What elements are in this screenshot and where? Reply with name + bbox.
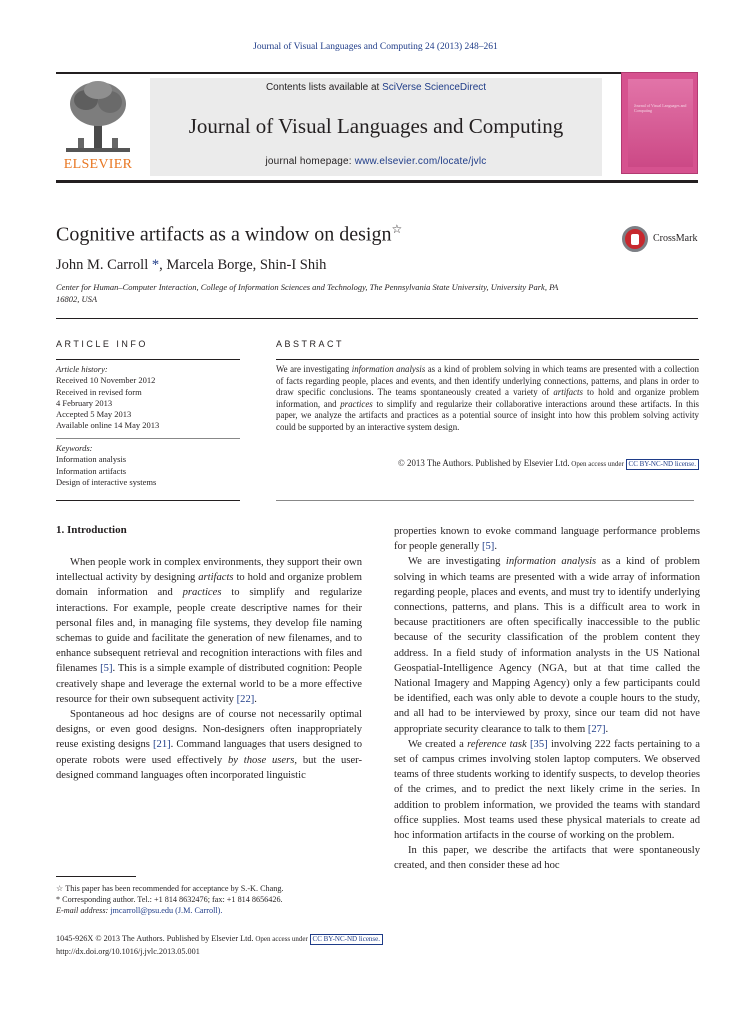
author-list (56, 257, 326, 274)
paragraph: When people work in complex environments, they support their own intellectual activity by designing artifacts to hold and organize problem domain information and practices to simplify and regularize interactions. For example, people create descriptive names for their personal files and, in managing file systems, they develop file naming schemas to guide and facilitate the generation of new filenames, and to enhance subsequent retrieval and recognition interactions with files and filenames [5]. This is a simple example of distributed cognition: People creatively shape and leverage the external world to be a more effective resource for their own subsequent activity [22]. (56, 557, 362, 705)
author-carroll: John M. Carroll (56, 257, 149, 273)
history-item: 4 February 2013 (56, 397, 113, 408)
paragraph: We created a reference task [35] involving 222 facts pertaining to a set of campus crimes involving stolen laptop computers. We observed teams of three students working to identify suspects, to develop theories of the crimes, and to predict the next likely crime in the series. In addition to problem information, we provided the teams with standard office supplies. Most teams used these physical materials to create ad hoc information artifacts in the course of working on the problem. (394, 738, 700, 842)
history-label: Article history: (56, 364, 108, 374)
article-info-bottom-rule (56, 500, 240, 501)
citation-link[interactable]: [27] (587, 723, 606, 735)
homepage-prefix: journal homepage: (265, 156, 355, 167)
keywords (56, 443, 240, 488)
paragraph: Spontaneous ad hoc designs are of course not necessarily optimal designs, or even good designs. Non-designers often inappropriately reuse existing designs [21]. Command languages that users designed to operate robots were used effectively by those users, but the user-designed command languages often incorporated linguistic (56, 709, 363, 781)
affiliation: Center for Human–Computer Interaction, College of Information Sciences and Technology, The Pennsylvania State University, University Park, PA 16802, USA (56, 282, 559, 304)
title-footnote-star-icon[interactable]: ☆ (391, 222, 403, 236)
history-item: Received in revised form (56, 386, 142, 397)
abstract-bottom-rule (276, 500, 694, 501)
section-heading-introduction: 1. Introduction (56, 524, 127, 536)
article-title (56, 222, 402, 247)
homepage-link[interactable]: www.elsevier.com/locate/jvlc (354, 156, 487, 167)
header-top-rule (56, 72, 698, 74)
issn-doi-block (56, 933, 476, 957)
keywords-label: Keywords: (56, 443, 93, 453)
other-authors: , Marcela Borge, Shin-I Shih (159, 257, 327, 273)
affiliation-rule (56, 318, 698, 319)
contents-line (150, 82, 602, 93)
keyword-item: Design of interactive systems (56, 476, 157, 487)
paragraph: We are investigating information analysis as a kind of problem solving in which teams are presented with a wide array of information regarding people, places and events, and must try to identify underlying connections, patterns, and plans. This is a difficult area to work in because practitioners are often specifically inaccessible to the public because of the security classification of the problem content they address. In a field study of information analysts in the US National Geospatial-Intelligence Agency (NGA, but at that time called the National Imagery and Mapping Agency) only a few participants could be identified, each was only able to devote a couple hours to the study, and all had to be interviewed by proxy, since our team did not have appropriate security clearance to talk to them [27]. (394, 556, 700, 735)
citation-link[interactable]: [35] (530, 738, 548, 750)
abstract-copyright (276, 458, 699, 470)
history-item: Received 10 November 2012 (56, 375, 156, 386)
keyword-item: Information artifacts (56, 465, 127, 476)
license-link[interactable]: CC BY-NC-ND license. (626, 459, 699, 470)
open-access-text: Open access under (569, 460, 626, 468)
left-column (56, 555, 362, 783)
right-column (394, 524, 700, 874)
contents-prefix: Contents lists available at (265, 82, 383, 93)
abstract-rule (276, 359, 699, 360)
article-title-text: Cognitive artifacts as a window on design (56, 223, 392, 246)
cover-title: Journal of Visual Languages and Computing (634, 103, 687, 113)
journal-reference[interactable]: Journal of Visual Languages and Computing 24 (2013) 248–261 (253, 42, 498, 52)
footnote-recommendation: ☆ This paper has been recommended for acceptance by S.-K. Chang. (56, 884, 284, 893)
history-item: Accepted 5 May 2013 (56, 409, 132, 420)
copyright-text: © 2013 The Authors. Published by Elsevier Ltd. (398, 458, 570, 468)
citation-link[interactable]: [5] (481, 541, 495, 553)
email-link[interactable]: jmcarroll@psu.edu (J.M. Carroll). (110, 906, 223, 916)
footnote-email: E-mail address: jmcarroll@psu.edu (J.M. Carroll). (56, 906, 223, 916)
article-info-rule (56, 359, 240, 360)
cover-inner (628, 79, 693, 167)
citation-link[interactable]: [5] (100, 663, 113, 675)
footnote-rule (56, 876, 136, 877)
abstract-body: We are investigating information analysis as a kind of problem solving in which teams are presented with a collection of facts regarding people, places and events, and then identify underlying connections, patterns, and plans in order to draw specific conclusions. The teams spontaneously created a variety of artifacts to hold and organize problem information, and practices to simplify and regularize their collaborative interactions around these artifacts. In this paper, we analyze the artifacts and practices as a potential source of insight into how this problem solving activity could be supported by an interactive system design. (276, 364, 699, 432)
history-item: Available online 14 May 2013 (56, 420, 160, 431)
header-bottom-rule (56, 180, 698, 183)
footnotes (56, 883, 362, 917)
journal-title: Journal of Visual Languages and Computing (188, 114, 564, 138)
crossmark-icon (622, 226, 648, 252)
journal-cover-thumbnail[interactable] (621, 72, 698, 174)
paragraph: properties known to evoke command language performance problems for people generally [5]. (394, 526, 700, 553)
article-info-heading: ARTICLE INFO (56, 339, 148, 349)
footnote-corresponding: * Corresponding author. Tel.: +1 814 8632476; fax: +1 814 8656426. (56, 895, 283, 905)
sciencedirect-link[interactable]: SciVerse ScienceDirect (382, 82, 487, 93)
license-link[interactable]: CC BY-NC-ND license. (310, 934, 383, 945)
abstract-heading: ABSTRACT (276, 339, 345, 349)
paragraph: In this paper, we describe the artifacts that were spontaneously created, and then consider these ad hoc (394, 845, 700, 872)
keywords-rule (56, 438, 240, 439)
citation-link[interactable]: [21] (153, 739, 171, 751)
keyword-item: Information analysis (56, 454, 127, 465)
corresponding-author-mark[interactable]: * (148, 257, 160, 273)
crossmark-label: CrossMark (653, 233, 698, 244)
article-history (56, 364, 240, 432)
citation-link[interactable]: [22] (236, 693, 255, 705)
crossmark-badge[interactable] (622, 226, 702, 254)
issn-line: 1045-926X © 2013 The Authors. Published by Elsevier Ltd. Open access under CC BY-NC-ND license. (56, 933, 476, 946)
elsevier-wordmark: ELSEVIER (63, 157, 133, 172)
doi-link[interactable]: http://dx.doi.org/10.1016/j.jvlc.2013.05.001 (56, 946, 200, 956)
homepage-line (150, 156, 602, 167)
